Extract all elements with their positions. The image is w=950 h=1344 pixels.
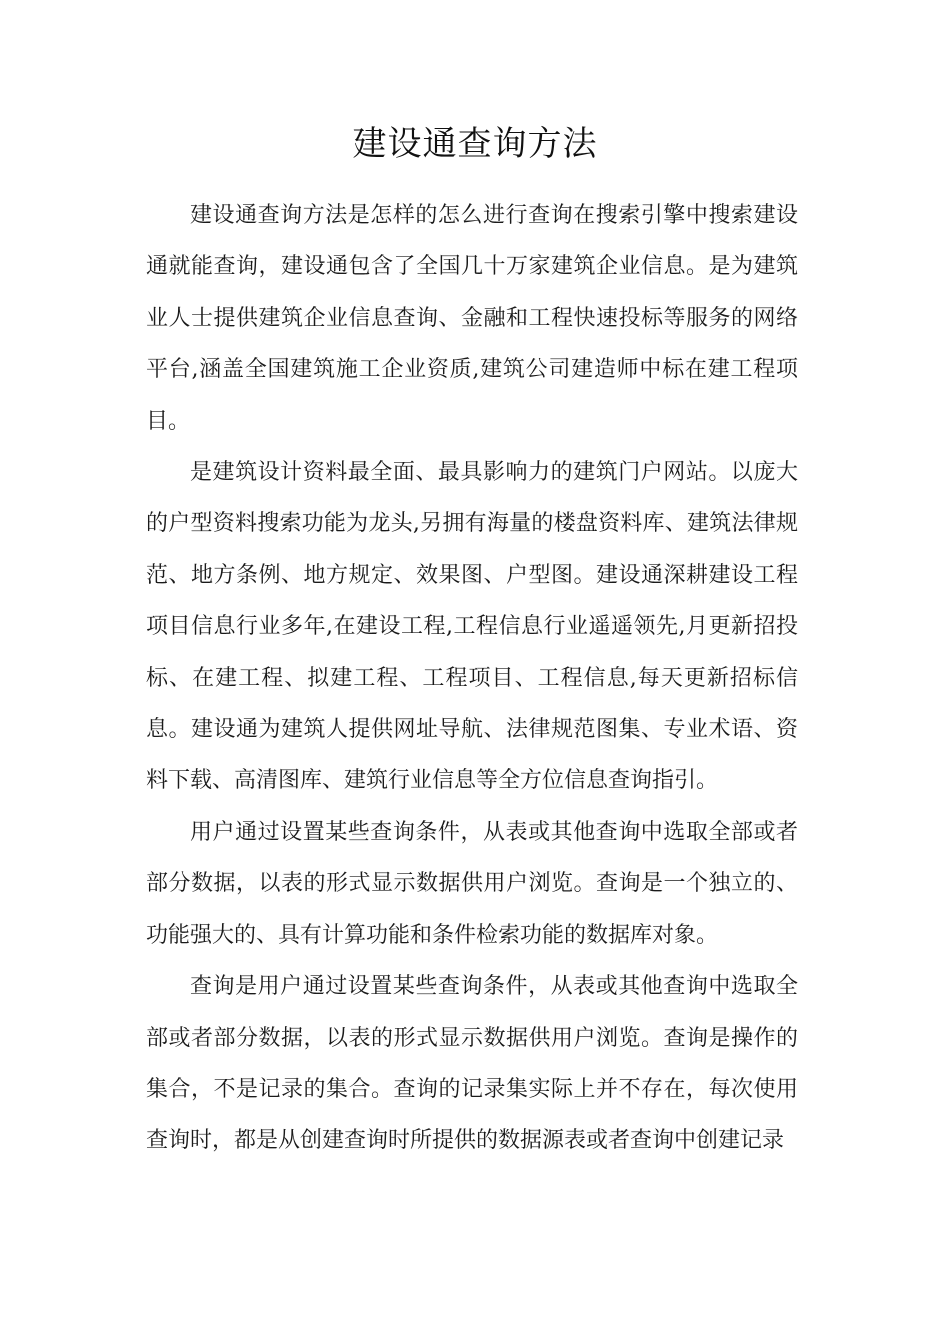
paragraph-1: 建设通查询方法是怎样的怎么进行查询在搜索引擎中搜索建设通就能查询，建设通包含了全国几十万家建筑企业信息。是为建筑业人士提供建筑企业信息查询、金融和工程快速投标等服务的网络平台,涵盖全国建筑施工企业资质,建筑公司建造师中标在建工程项目。: [146, 203, 798, 434]
paragraph-2: 是建筑设计资料最全面、最具影响力的建筑门户网站。以庞大的户型资料搜索功能为龙头,另拥有海量的楼盘资料库、建筑法律规范、地方条例、地方规定、效果图、户型图。建设通深耕建设工程项目信息行业多年,在建设工程,工程信息行业遥遥领先,月更新招投标、在建工程、拟建工程、工程项目、工程信息,每天更新招标信息。建设通为建筑人提供网址导航、法律规范图集、专业术语、资料下载、高清图库、建筑行业信息等全方位信息查询指引。: [146, 460, 798, 794]
paragraph-3: 用户通过设置某些查询条件，从表或其他查询中选取全部或者部分数据，以表的形式显示数据供用户浏览。查询是一个独立的、功能强大的、具有计算功能和条件检索功能的数据库对象。: [146, 819, 798, 948]
paragraph-4: 查询是用户通过设置某些查询条件，从表或其他查询中选取全部或者部分数据，以表的形式显示数据供用户浏览。查询是操作的集合，不是记录的集合。查询的记录集实际上并不存在，每次使用查询时，都是从创建查询时所提供的数据源表或者查询中创建记录: [146, 974, 798, 1154]
document-title: 建设通查询方法: [352, 124, 598, 164]
document-body: [146, 190, 798, 1167]
